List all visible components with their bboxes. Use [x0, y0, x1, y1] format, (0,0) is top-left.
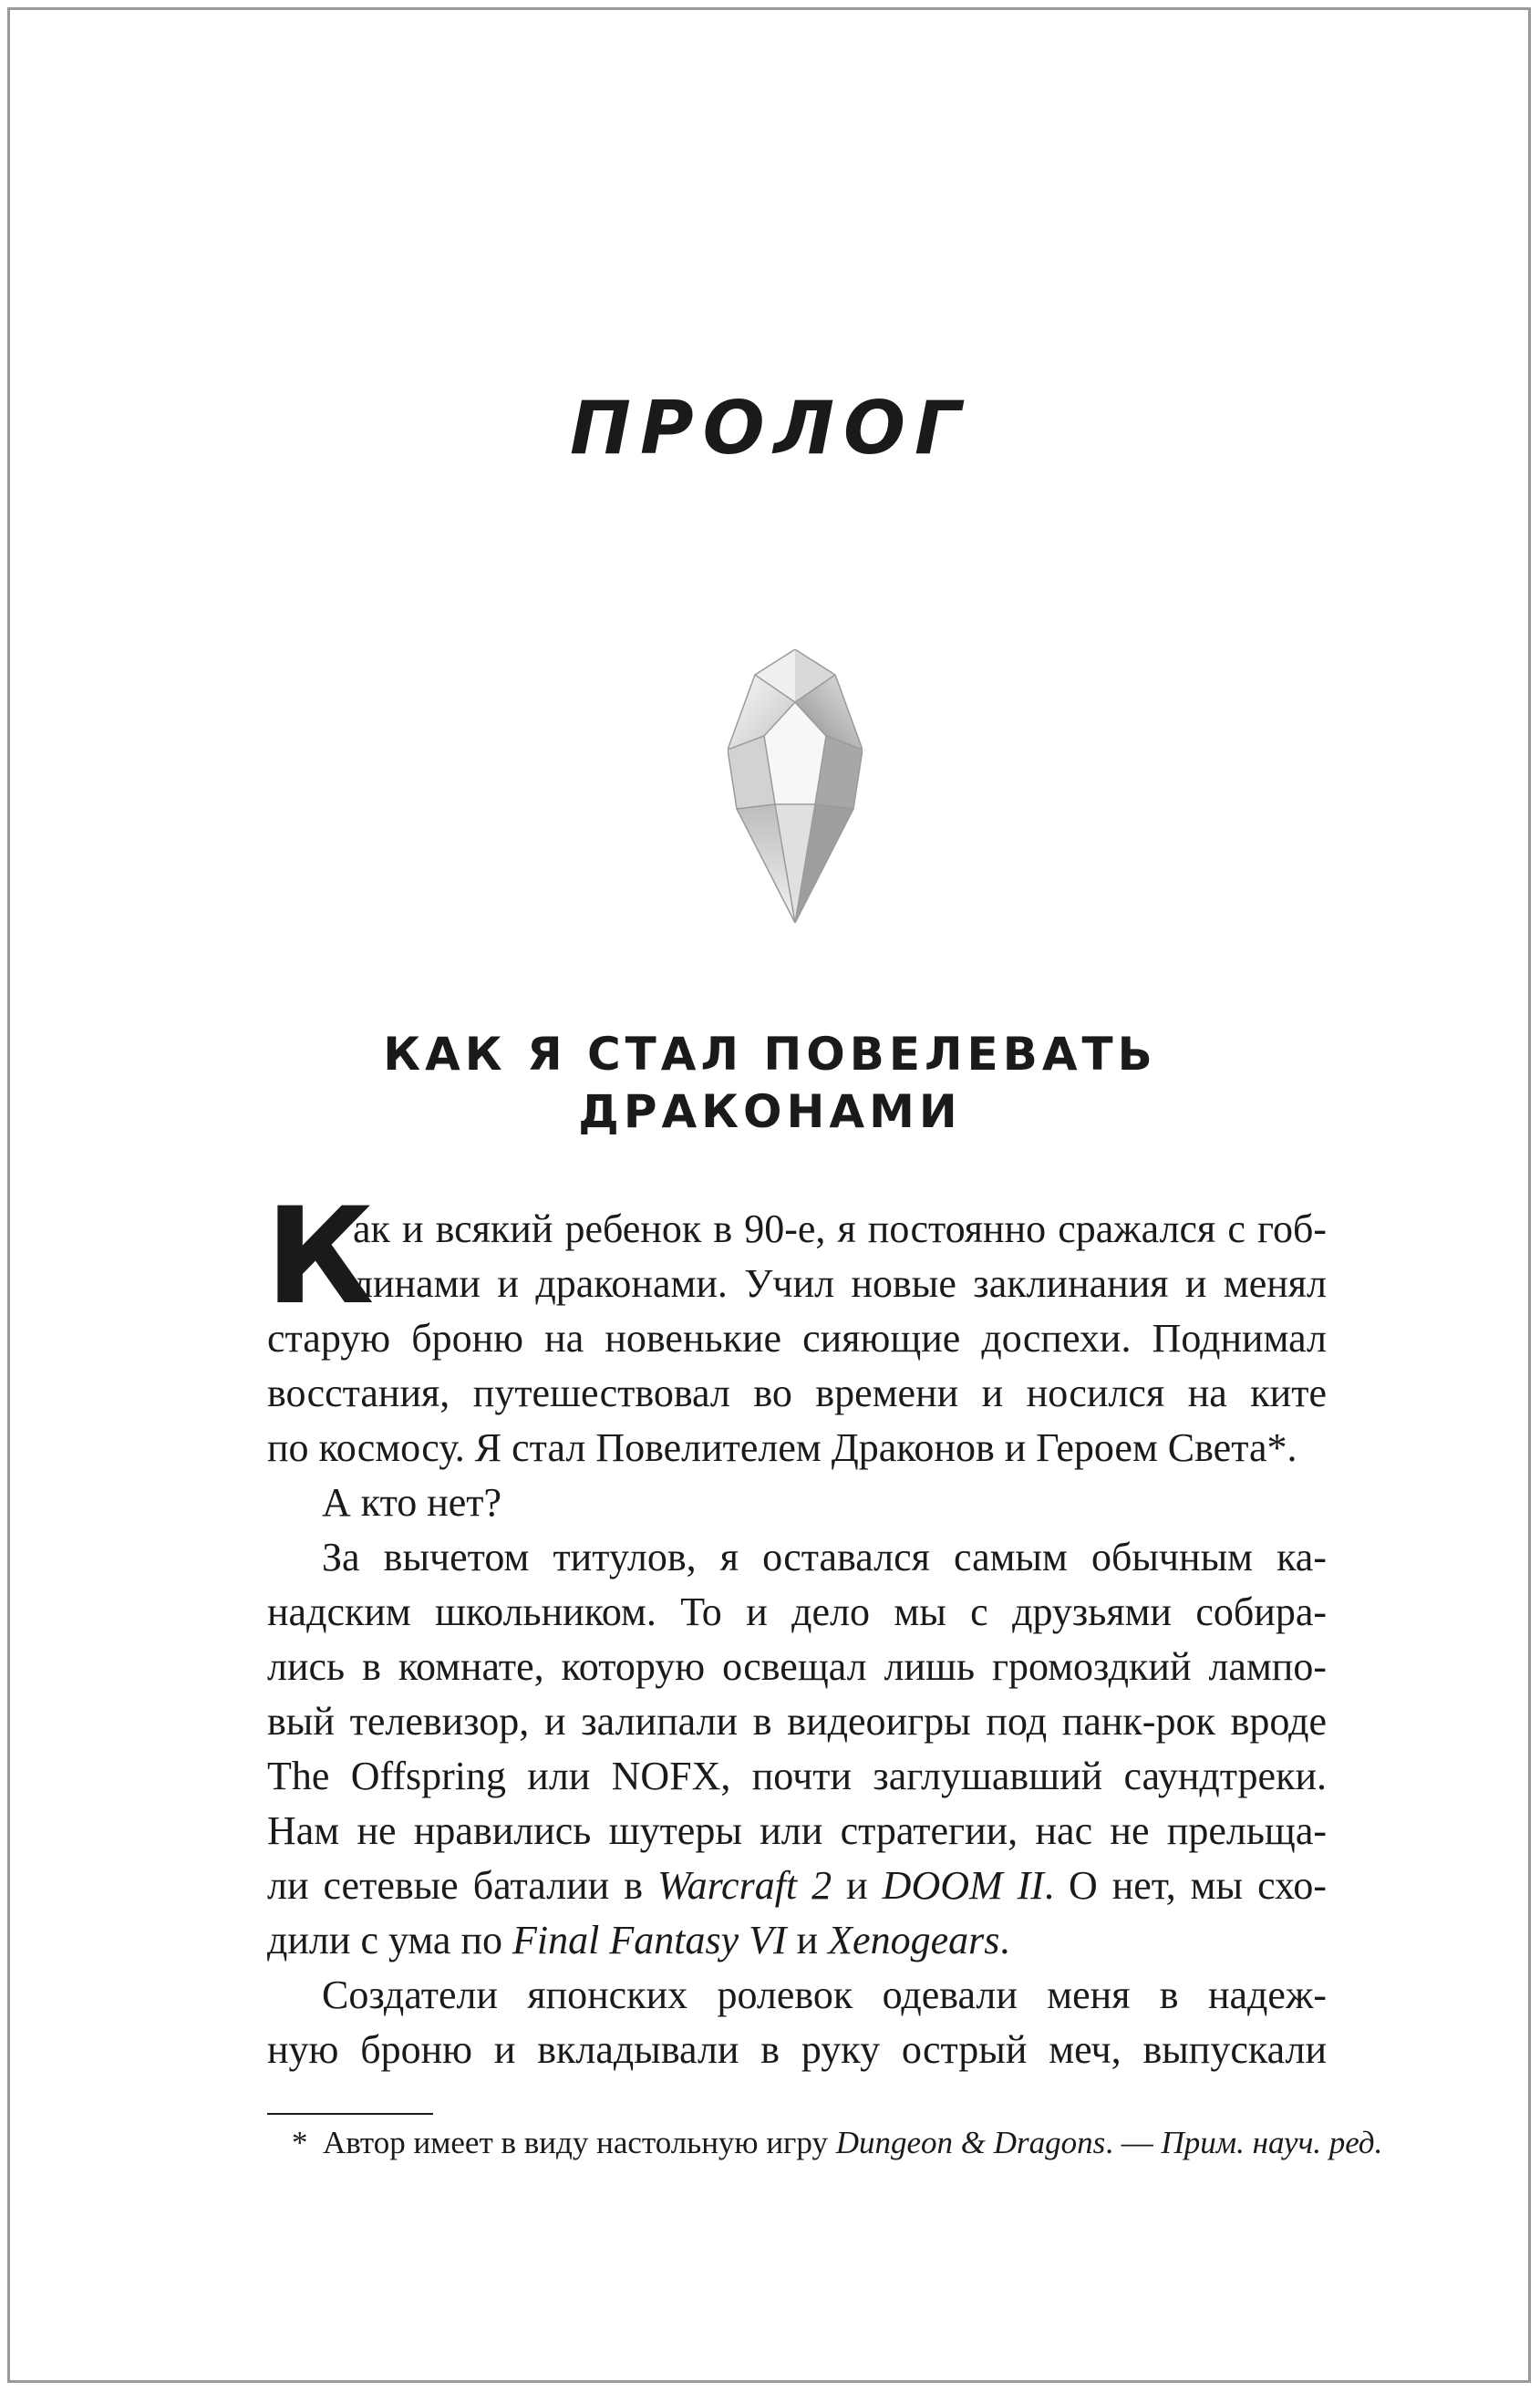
text-fragment: . О нет, мы схо- [1043, 1863, 1327, 1908]
text-line: ную броню и вкладывали в руку острый меч, выпускали [267, 2027, 1327, 2072]
text-line: ак и всякий ребенок в 90-е, я постоянно сражался с гоб- [353, 1206, 1327, 1251]
text-line: лись в комнате, которую освещал лишь громоздкий лампо- [267, 1644, 1327, 1689]
footnote-game-title: Dungeon & Dragons [835, 2125, 1106, 2160]
footnote-text: . — [1105, 2125, 1162, 2160]
text-fragment: и [786, 1918, 829, 1962]
text-line-content: по космосу. Я стал Повелителем Драконов и Героем Света [267, 1425, 1267, 1470]
section-title-line-1: КАК Я СТАЛ ПОВЕЛЕВАТЬ [383, 1028, 1157, 1081]
text-line [267, 1859, 1327, 1913]
footnote-mark: * [292, 2125, 308, 2160]
body-text [265, 1179, 1327, 2077]
text-line: А кто нет? [322, 1480, 502, 1525]
drop-cap: К [265, 1179, 375, 1334]
game-title: Final Fantasy VI [512, 1918, 787, 1962]
section-title [0, 1026, 1540, 1141]
text-line: старую броню на новенькие сияющие доспехи. Поднимал [267, 1316, 1327, 1361]
crystal-icon [728, 649, 863, 923]
game-title: Warcraft 2 [656, 1863, 832, 1908]
chapter-title: ПРОЛОГ [569, 386, 971, 471]
footnote-editor-note: Прим. науч. ред. [1161, 2125, 1383, 2160]
text-line: восстания, путешествовал во времени и носился на ките [267, 1371, 1327, 1415]
text-line: вый телевизор, и залипали в видеоигры под панк-рок вроде [267, 1699, 1327, 1744]
footnote-reference: *. [1266, 1425, 1297, 1470]
footnote [292, 2123, 1383, 2163]
text-line [267, 1913, 1327, 1968]
text-fragment: ли сетевые баталии в [267, 1863, 657, 1908]
text-line: За вычетом титулов, я оставался самым обычным ка- [322, 1535, 1327, 1579]
text-line: Нам не нравились шутеры или стратегии, нас не прельща- [267, 1808, 1327, 1853]
footnote-text: Автор имеет в виду настольную игру [323, 2125, 836, 2160]
text-line: линами и драконами. Учил новые заклинания и менял [353, 1261, 1327, 1306]
text-line: Создатели японских ролевок одевали меня в надеж- [322, 1973, 1327, 2017]
text-fragment: дили с ума по [267, 1918, 513, 1962]
text-fragment: . [999, 1918, 1010, 1962]
text-line: The Offspring или NOFX, почти заглушавший саундтреки. [267, 1754, 1327, 1798]
game-title: Xenogears [828, 1918, 1000, 1962]
game-title: DOOM II [882, 1863, 1044, 1908]
text-line: надским школьником. То и дело мы с друзьями собира- [267, 1589, 1327, 1634]
text-line [267, 1421, 1327, 1476]
text-fragment: и [832, 1863, 883, 1908]
section-title-line-2: ДРАКОНАМИ [578, 1085, 962, 1138]
footnote-rule [267, 2113, 433, 2115]
